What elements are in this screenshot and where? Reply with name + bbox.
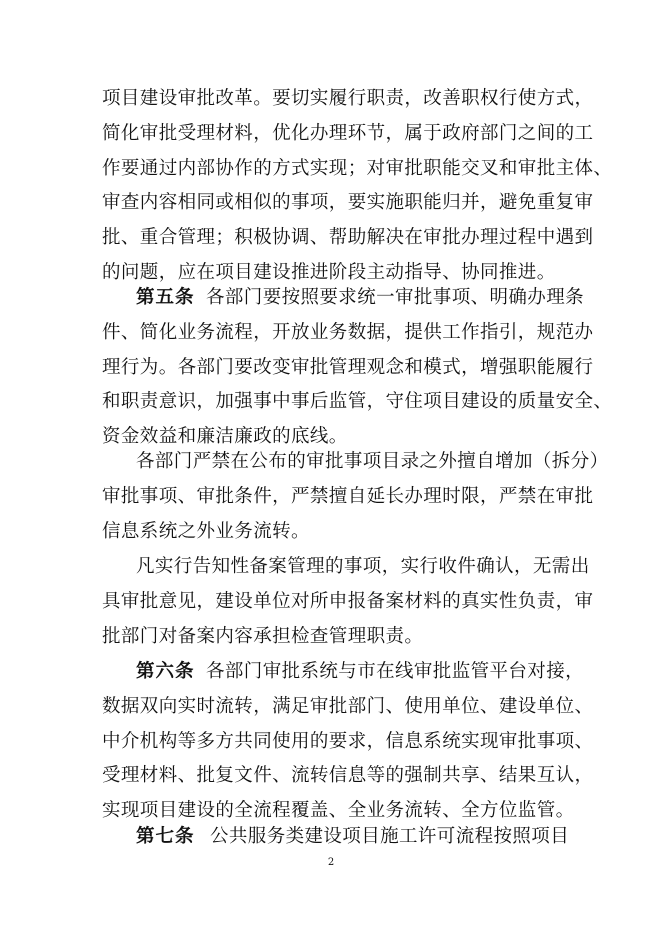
paragraph-line: 受理材料、批复文件、流转信息等的强制共享、结果互认， bbox=[102, 765, 594, 787]
paragraph-line: 信息系统之外业务流转。 bbox=[102, 520, 310, 542]
paragraph-line: 审批事项、审批条件，严禁擅自延长办理时限，严禁在审批 bbox=[102, 485, 594, 507]
paragraph-line: 凡实行告知性备案管理的事项，实行收件确认，无需出 bbox=[136, 556, 590, 577]
paragraph-line: 实现项目建设的全流程覆盖、全业务流转、全方位监管。 bbox=[102, 800, 575, 822]
paragraph-line: 批、重合管理；积极协调、帮助解决在审批办理过程中遇到 bbox=[102, 227, 594, 249]
paragraph-line: 件、简化业务流程，开放业务数据，提供工作指引，规范办 bbox=[102, 321, 594, 343]
paragraph-line: 理行为。各部门要改变审批管理观念和模式，增强职能履行 bbox=[102, 356, 594, 378]
paragraph-line: 项目建设审批改革。要切实履行职责，改善职权行使方式， bbox=[102, 88, 594, 109]
page-number: 2 bbox=[327, 857, 335, 868]
paragraph-line: 资金效益和廉洁廉政的底线。 bbox=[102, 426, 348, 448]
paragraph-line: 审查内容相同或相似的事项，要实施职能归并，避免重复审 bbox=[102, 192, 594, 214]
paragraph-line: 公共服务类建设项目施工许可流程按照项目 bbox=[210, 826, 570, 847]
paragraph-line: 各部门审批系统与市在线审批监管平台对接， bbox=[206, 661, 585, 682]
paragraph-line: 简化审批受理材料，优化办理环节，属于政府部门之间的工 bbox=[102, 122, 594, 144]
paragraph-line: 和职责意识，加强事中事后监管，守住项目建设的质量安全、 bbox=[102, 391, 613, 413]
paragraph-line: 作要通过内部协作的方式实现；对审批职能交叉和审批主体、 bbox=[102, 157, 613, 179]
paragraph-line: 数据双向实时流转，满足审批部门、使用单位、建设单位、 bbox=[102, 695, 594, 717]
paragraph-line: 具审批意见，建设单位对所申报备案材料的真实性负责，审 bbox=[102, 590, 594, 612]
article-heading: 第七条 bbox=[136, 826, 195, 847]
paragraph-line: 各部门严禁在公布的审批事项目录之外擅自增加（拆分） bbox=[136, 451, 609, 472]
paragraph-line: 批部门对备案内容承担检查管理职责。 bbox=[102, 625, 424, 647]
article-heading: 第五条 bbox=[136, 287, 195, 308]
paragraph-line: 中介机构等多方共同使用的要求，信息系统实现审批事项、 bbox=[102, 730, 594, 752]
paragraph-line: 的问题，应在项目建设推进阶段主动指导、协同推进。 bbox=[102, 262, 556, 283]
article-heading: 第六条 bbox=[136, 661, 195, 682]
paragraph-line: 各部门要按照要求统一审批事项、明确办理条 bbox=[206, 287, 585, 308]
